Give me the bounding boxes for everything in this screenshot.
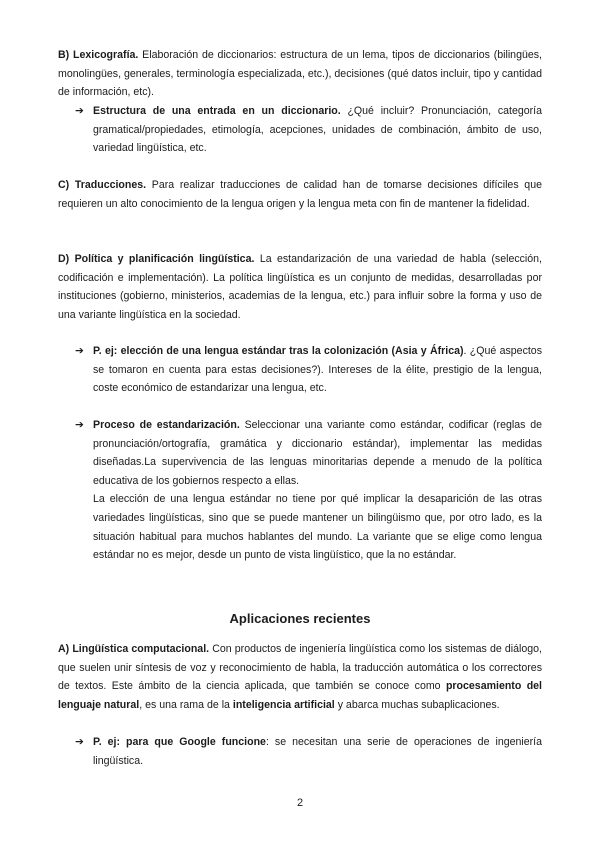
- bullet-d2-body: [93, 416, 542, 565]
- section-a-text-3: y abarca muchas subaplicaciones.: [334, 698, 500, 711]
- section-a-bold-1: procesamiento del lenguaje natural: [58, 680, 542, 711]
- section-a-paragraph: [58, 640, 542, 714]
- section-d-text: La estandarización de una variedad de habla (selección, codificación e implementación). La política lingüística es un conjunto de medidas, desarrolladas por instituciones (gobierno, ministerios, academias de la lengua, etc.) para influir sobre la forma y uso de una variante lingüística en la sociedad.: [58, 253, 543, 321]
- section-a-text-1: Con productos de ingeniería lingüística como los sistemas de diálogo, que suelen unir síntesis de voz y reconocimiento de habla, la traducción automática o los correctores de textos. Este ámbito de la ciencia aplicada, que también se conoce como: [58, 643, 542, 693]
- section-c-text: Para realizar traducciones de calidad han de tomarse decisiones difíciles que requieren un alto conocimiento de la lengua origen y la lengua meta con fin de mantener la fidelidad.: [58, 179, 542, 210]
- section-traducciones: [58, 176, 542, 213]
- bullet-estructura-entrada: [75, 102, 542, 158]
- arrow-right-icon: ➔: [75, 736, 84, 748]
- bullet-proceso-estandarizacion: [75, 416, 542, 565]
- bullet-d1-title: P. ej: elección de una lengua estándar tras la colonización (Asia y África): [93, 345, 464, 357]
- section-d-title: D) Política y planificación lingüística.: [58, 253, 255, 265]
- arrow-right-icon: ➔: [75, 419, 84, 431]
- section-politica-linguistica: [58, 250, 542, 324]
- section-a-text-2: , es una rama de la: [139, 698, 233, 711]
- bullet-a-text: : se necesitan una serie de operaciones de ingeniería lingüística.: [93, 736, 543, 767]
- section-lexicografia: [58, 46, 542, 102]
- arrow-right-icon: ➔: [75, 105, 84, 117]
- section-b-title: B) Lexicografía.: [58, 49, 139, 61]
- bullet-b-title: Estructura de una entrada en un diccionario.: [93, 105, 341, 117]
- bullet-b-paragraph: [93, 102, 542, 158]
- bullet-b-text: ¿Qué incluir? Pronunciación, categoría gramatical/propiedades, etimología, acepciones, unidades de combinación, ámbito de uso, variedad lingüística, etc.: [93, 105, 542, 155]
- section-linguistica-computacional: [58, 640, 542, 714]
- bullet-a-title: P. ej: para que Google funcione: [93, 736, 266, 748]
- bullet-a-paragraph: [93, 733, 542, 770]
- bullet-d1-text: . ¿Qué aspectos se tomaron en cuenta para estas decisiones?). Intereses de la élite, prestigio de la lengua, coste económico de estandarizar una lengua, etc.: [93, 345, 542, 395]
- page-number: 2: [296, 797, 304, 809]
- bullet-google: [75, 733, 542, 770]
- section-d-paragraph: [58, 250, 542, 324]
- bullet-d2-paragraph: [93, 416, 542, 490]
- section-b-paragraph: [58, 46, 542, 102]
- section-c-paragraph: [58, 176, 542, 213]
- section-c-title: C) Traducciones.: [58, 179, 147, 191]
- section-heading: Aplicaciones recientes: [229, 611, 371, 626]
- bullet-d2-paragraph-2: La elección de una lengua estándar no tiene por qué implicar la desaparición de las otras variedades lingüísticas, sino que se puede mantener un bilingüismo que, por otro lado, es la situación habitual para muchos hablantes del mundo. La variante que se elige como lengua estándar no es mejor, desde un punto de vista lingüístico, que la no estándar.: [93, 493, 542, 562]
- bullet-d2-title: Proceso de estandarización.: [93, 419, 240, 431]
- bullet-d2-text: Seleccionar una variante como estándar, codificar (reglas de pronunciación/ortografía, gramática y diccionario estándar), implementar las medidas diseñadas.La supervivencia de las lenguas minoritarias depende a menudo de la política educativa de los gobiernos respecto a ellas.: [93, 419, 542, 487]
- bullet-eleccion-lengua: [75, 342, 542, 398]
- bullet-d1-paragraph: [93, 342, 542, 398]
- section-a-title: A) Lingüística computacional.: [58, 643, 210, 655]
- section-a-bold-2: inteligencia artificial: [232, 698, 335, 711]
- section-b-text: Elaboración de diccionarios: estructura de un lema, tipos de diccionarios (bilingües, monolingües, generales, terminología especializada, etc.), decisiones (qué datos incluir, tipo y cantidad de información, etc).: [58, 49, 542, 99]
- arrow-right-icon: ➔: [75, 345, 84, 357]
